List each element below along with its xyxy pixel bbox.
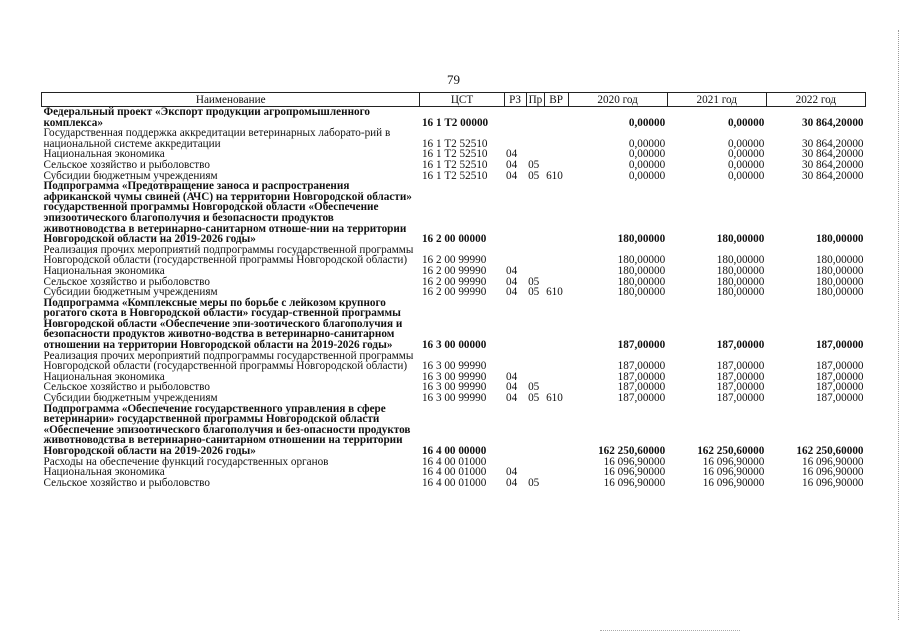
- cell-pr: [526, 266, 544, 277]
- cell-cst: 16 2 00 00000: [421, 233, 487, 246]
- cell-cst: 16 2 00 99990: [421, 275, 487, 288]
- cell-y2020: 187,00000: [617, 339, 666, 352]
- cell-pr: [526, 128, 544, 149]
- cell-name: Сельское хозяйство и рыболовство: [43, 476, 210, 489]
- cell-name: Национальная экономика: [43, 264, 165, 277]
- cell-y2022: 187,00000: [815, 360, 864, 373]
- cell-vr: 610: [546, 169, 563, 182]
- cell-rz: 04: [506, 392, 518, 405]
- cell-y2021: 180,00000: [716, 286, 765, 299]
- cell-name: Реализация прочих мероприятий подпрограммы государственной программы Новгородской области (государственной программы Новгородской области): [43, 243, 414, 267]
- cell-vr: [544, 107, 568, 129]
- cell-name: Национальная экономика: [43, 148, 165, 161]
- cell-vr: 610: [546, 392, 563, 405]
- cell-y2021: 0,00000: [727, 158, 765, 171]
- cell-pr: 05: [528, 381, 540, 394]
- cell-y2021: 180,00000: [716, 254, 765, 267]
- cell-rz: 04: [506, 169, 518, 182]
- cell-rz: 04: [506, 264, 518, 277]
- cell-rz: 04: [506, 381, 518, 394]
- table-row: [42, 351, 866, 372]
- cell-y2021: 187,00000: [716, 360, 765, 373]
- cell-y2021: 162 250,60000: [697, 445, 765, 457]
- cell-vr: [544, 181, 568, 245]
- cell-y2020: 0,00000: [628, 148, 666, 161]
- table-row: [42, 160, 866, 171]
- cell-name: Подпрограмма «Комплексные меры по борьбе с лейкозом крупного рогатого скота в Новгородской области» государ-ственной программы Новгородской области «Обеспечение эпи-зоотического благополучия и безопасности продуктов животно-водства в ветеринарно-санитарном отношении на территории Новгородской области на 2019-2026 годы»: [43, 296, 403, 352]
- header-cst: ЦСТ: [420, 93, 504, 107]
- cell-cst: 16 3 00 99990: [421, 360, 487, 373]
- cell-pr: [526, 457, 544, 468]
- cell-rz: [504, 351, 526, 372]
- header-vr: ВР: [544, 93, 568, 107]
- cell-y2021: 16 096,90000: [702, 476, 765, 489]
- cell-name: Сельское хозяйство и рыболовство: [43, 158, 210, 171]
- scan-edge-artifact: [896, 30, 899, 620]
- cell-y2020: 180,00000: [617, 254, 666, 267]
- cell-cst: 16 2 00 99990: [421, 254, 487, 267]
- page-number: 79: [447, 72, 460, 87]
- cell-y2022: 187,00000: [815, 392, 864, 405]
- table-row-section: [42, 107, 866, 129]
- cell-rz: 04: [506, 158, 518, 171]
- cell-name: Подпрограмма «Обеспечение государственного управления в сфере ветеринарии» государственной программы Новгородской области «Обеспечение эпизоотического благополучия и без-опасности продуктов животноводства в ветеринарно-санитарном отношении на территории Новгородской области на 2019-2026 годы»: [43, 402, 411, 457]
- cell-y2020: 0,00000: [628, 116, 666, 129]
- cell-vr: [544, 266, 568, 277]
- cell-rz: 04: [506, 286, 518, 299]
- table-row: [42, 128, 866, 149]
- cell-pr: [526, 351, 544, 372]
- cell-y2022: 30 864,20000: [801, 137, 864, 150]
- cell-cst: 16 4 00 00000: [421, 445, 487, 457]
- cell-pr: [526, 298, 544, 351]
- cell-cst: 16 4 00 01000: [421, 455, 487, 468]
- cell-y2022: 180,00000: [815, 233, 864, 246]
- cell-name: Национальная экономика: [43, 466, 165, 479]
- cell-y2020: 187,00000: [617, 392, 666, 405]
- cell-y2020: 162 250,60000: [598, 445, 666, 457]
- cell-name: Субсидии бюджетным учреждениям: [43, 169, 218, 182]
- cell-y2022: 30 864,20000: [801, 148, 864, 161]
- cell-vr: [544, 467, 568, 478]
- cell-vr: [544, 245, 568, 266]
- cell-y2022: 30 864,20000: [801, 158, 864, 171]
- cell-vr: [544, 478, 568, 489]
- cell-y2021: 0,00000: [727, 116, 765, 129]
- cell-y2021: 180,00000: [716, 264, 765, 277]
- cell-rz: 04: [506, 466, 518, 479]
- cell-rz: 04: [506, 148, 518, 161]
- cell-y2022: 180,00000: [815, 264, 864, 277]
- cell-vr: [544, 372, 568, 383]
- cell-cst: 16 3 00 99990: [421, 370, 487, 383]
- cell-y2022: 180,00000: [815, 275, 864, 288]
- header-2020: 2020 год: [568, 93, 667, 107]
- cell-y2021: 180,00000: [716, 275, 765, 288]
- cell-cst: 16 1 Т2 52510: [421, 158, 488, 171]
- cell-vr: [544, 128, 568, 149]
- cell-y2022: 16 096,90000: [801, 455, 864, 468]
- cell-name: Субсидии бюджетным учреждениям: [43, 286, 218, 299]
- cell-pr: [526, 245, 544, 266]
- table-header-row: [42, 93, 866, 107]
- cell-y2022: 16 096,90000: [801, 476, 864, 489]
- cell-y2021: 187,00000: [716, 392, 765, 405]
- cell-y2022: 30 864,20000: [801, 169, 864, 182]
- cell-cst: 16 1 Т2 52510: [421, 137, 488, 150]
- cell-cst: 16 2 00 99990: [421, 286, 487, 299]
- cell-cst: 16 2 00 99990: [421, 264, 487, 277]
- scan-mark-artifact: [600, 630, 740, 632]
- cell-cst: 16 4 00 01000: [421, 466, 487, 479]
- table-row: [42, 245, 866, 266]
- cell-cst: 16 3 00 99990: [421, 381, 487, 394]
- cell-pr: [526, 404, 544, 457]
- cell-y2022: 180,00000: [815, 254, 864, 267]
- cell-name: Национальная экономика: [43, 370, 165, 383]
- cell-vr: [544, 404, 568, 457]
- cell-y2020: 16 096,90000: [603, 466, 666, 479]
- cell-rz: 04: [506, 370, 518, 383]
- cell-pr: 05: [528, 476, 540, 489]
- table-row: [42, 478, 866, 489]
- cell-vr: [544, 457, 568, 468]
- cell-y2020: 0,00000: [628, 169, 666, 182]
- header-2021: 2021 год: [667, 93, 766, 107]
- cell-cst: 16 4 00 01000: [421, 476, 487, 489]
- cell-y2021: 16 096,90000: [702, 455, 765, 468]
- header-2022: 2022 год: [766, 93, 865, 107]
- budget-table: [41, 92, 866, 488]
- cell-y2020: 16 096,90000: [603, 476, 666, 489]
- cell-name: Федеральный проект «Экспорт продукции агропромышленного комплекса»: [43, 106, 371, 129]
- header-pr: Пр: [526, 93, 544, 107]
- header-rz: РЗ: [504, 93, 526, 107]
- cell-name: Подпрограмма «Предотвращение заноса и распространения африканской чумы свиней (АЧС) на территории Новгородской области» государственной программы Новгородской области «Обеспечение эпизоотического благополучия и безопасности продуктов животноводства в ветеринарно-санитарном отноше-нии на территории Новгородской области на 2019-2026 годы»: [43, 180, 412, 246]
- cell-y2020: 187,00000: [617, 381, 666, 394]
- cell-y2022: 162 250,60000: [796, 445, 864, 457]
- cell-y2022: 187,00000: [815, 370, 864, 383]
- cell-y2021: 16 096,90000: [702, 466, 765, 479]
- cell-vr: [544, 160, 568, 171]
- cell-name: Сельское хозяйство и рыболовство: [43, 381, 210, 394]
- cell-pr: [526, 107, 544, 129]
- cell-cst: 16 1 Т2 52510: [421, 148, 488, 161]
- cell-rz: [504, 245, 526, 266]
- cell-y2020: 180,00000: [617, 233, 666, 246]
- cell-cst: 16 3 00 00000: [421, 339, 487, 352]
- cell-y2020: 180,00000: [617, 275, 666, 288]
- cell-y2020: 180,00000: [617, 264, 666, 277]
- cell-y2021: 187,00000: [716, 381, 765, 394]
- table-row: [42, 266, 866, 277]
- cell-name: Реализация прочих мероприятий подпрограммы государственной программы Новгородской области (государственной программы Новгородской области): [43, 349, 414, 373]
- cell-y2021: 187,00000: [716, 370, 765, 383]
- cell-pr: 05: [528, 169, 540, 182]
- cell-y2021: 180,00000: [716, 233, 765, 246]
- cell-y2022: 180,00000: [815, 286, 864, 299]
- cell-y2020: 0,00000: [628, 158, 666, 171]
- table-body: [42, 107, 866, 489]
- cell-rz: [504, 128, 526, 149]
- cell-y2021: 0,00000: [727, 137, 765, 150]
- cell-cst: 16 1 Т2 52510: [421, 169, 488, 182]
- cell-y2020: 187,00000: [617, 370, 666, 383]
- cell-pr: [526, 181, 544, 245]
- cell-y2021: 187,00000: [716, 339, 765, 352]
- header-name: Наименование: [42, 93, 420, 107]
- cell-cst: 16 3 00 99990: [421, 392, 487, 405]
- cell-y2021: 0,00000: [727, 169, 765, 182]
- cell-name: Сельское хозяйство и рыболовство: [43, 275, 210, 288]
- cell-name: Расходы на обеспечение функций государственных органов: [43, 455, 329, 468]
- cell-rz: 04: [506, 476, 518, 489]
- cell-cst: 16 1 Т2 00000: [421, 116, 489, 129]
- table-row-section: [42, 404, 866, 457]
- cell-rz: [504, 107, 526, 129]
- cell-vr: 610: [546, 286, 563, 299]
- cell-pr: 05: [528, 275, 540, 288]
- cell-vr: [544, 298, 568, 351]
- cell-y2020: 187,00000: [617, 360, 666, 373]
- cell-y2021: 0,00000: [727, 148, 765, 161]
- cell-rz: 04: [506, 275, 518, 288]
- cell-y2022: 30 864,20000: [801, 116, 864, 129]
- cell-y2020: 16 096,90000: [603, 455, 666, 468]
- cell-y2020: 0,00000: [628, 137, 666, 150]
- cell-pr: 05: [528, 286, 540, 299]
- cell-vr: [544, 351, 568, 372]
- cell-y2022: 187,00000: [815, 381, 864, 394]
- cell-name: Государственная поддержка аккредитации ветеринарных лаборато-рий в национальной системе аккредитации: [43, 127, 391, 150]
- table-row-section: [42, 181, 866, 245]
- cell-pr: 05: [528, 392, 540, 405]
- cell-y2020: 180,00000: [617, 286, 666, 299]
- cell-y2022: 187,00000: [815, 339, 864, 352]
- table-row-section: [42, 298, 866, 351]
- cell-pr: 05: [528, 158, 540, 171]
- cell-name: Субсидии бюджетным учреждениям: [43, 392, 218, 405]
- cell-rz: [504, 298, 526, 351]
- cell-vr: [544, 149, 568, 160]
- cell-y2022: 16 096,90000: [801, 466, 864, 479]
- cell-rz: [504, 181, 526, 245]
- cell-rz: [504, 404, 526, 457]
